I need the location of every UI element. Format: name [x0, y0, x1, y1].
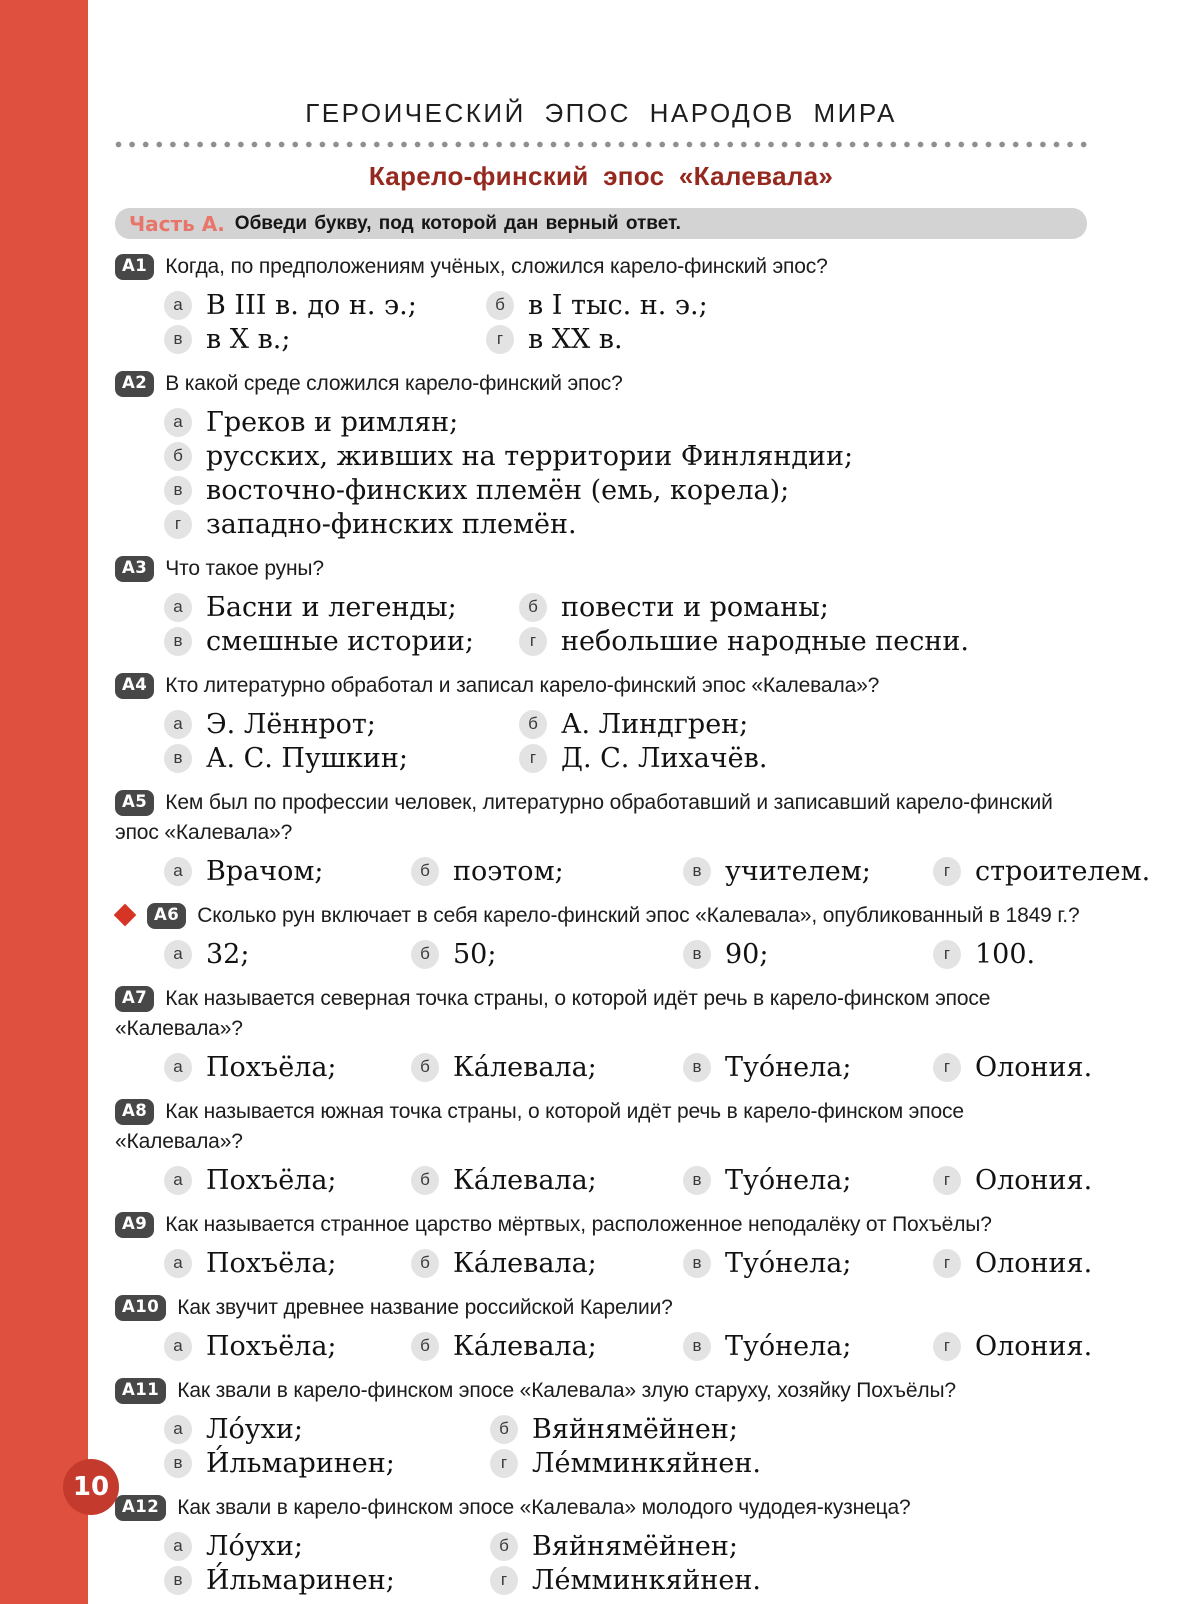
option-text: повести и романы;	[561, 591, 829, 623]
question-text: Как называется северная точка страны, о которой идёт речь в карело-финском эпосе «Калевала»?	[115, 987, 991, 1040]
option-text: в X в.;	[206, 323, 291, 355]
question-head	[115, 252, 1087, 282]
question-А1	[115, 252, 1087, 356]
option-text: Олония.	[975, 1330, 1093, 1362]
option-letter-chip[interactable]: г	[933, 1053, 961, 1082]
option-text: Туо́нела;	[725, 1330, 852, 1362]
option-А12-б[interactable]	[490, 1529, 1087, 1563]
question-А12	[115, 1493, 1087, 1597]
option-А3-б[interactable]	[519, 590, 1087, 624]
dotted-divider	[115, 141, 1087, 148]
option-А8-б[interactable]	[411, 1163, 683, 1197]
option-text: восточно-финских племён (емь, корела);	[206, 474, 790, 506]
option-text: в I тыс. н. э.;	[528, 289, 708, 321]
question-А9	[115, 1210, 1093, 1280]
option-А11-в[interactable]	[164, 1446, 490, 1480]
question-number-badge: А12	[115, 1495, 166, 1521]
page-content	[115, 0, 1151, 1597]
option-А10-в[interactable]	[683, 1329, 933, 1363]
question-А11	[115, 1376, 1087, 1480]
questions-list	[115, 252, 1151, 1597]
option-letter-chip[interactable]: г	[933, 1249, 961, 1278]
question-text: В какой среде сложился карело-финский эпос?	[165, 372, 623, 395]
option-letter-chip[interactable]: г	[486, 325, 514, 354]
question-А2	[115, 369, 1087, 541]
question-number-badge: А2	[115, 371, 154, 397]
option-А3-в[interactable]	[164, 624, 519, 658]
question-А7	[115, 984, 1093, 1084]
option-letter-chip[interactable]: в	[683, 1332, 711, 1361]
option-А3-а[interactable]	[164, 590, 519, 624]
option-text: Вяйнямёйнен;	[532, 1530, 738, 1562]
option-letter-chip[interactable]: в	[683, 1166, 711, 1195]
question-text: Кем был по профессии человек, литературно обработавший и записавший карело-финский эпос «Калевала»?	[115, 791, 1053, 844]
option-text: И́льмаринен;	[206, 1447, 395, 1479]
option-letter-chip[interactable]: б	[411, 1166, 439, 1195]
question-number-badge: А10	[115, 1295, 166, 1321]
option-А5-б[interactable]	[411, 854, 683, 888]
option-letter-chip[interactable]: б	[411, 940, 439, 969]
option-letter-chip[interactable]: б	[486, 291, 514, 320]
page-number: 10	[72, 1472, 110, 1502]
option-letter-chip[interactable]: в	[164, 744, 192, 773]
options	[164, 1163, 1093, 1197]
option-text: Врачом;	[206, 855, 324, 887]
option-letter-chip[interactable]: б	[490, 1532, 518, 1561]
option-letter-chip[interactable]: б	[164, 442, 192, 471]
option-А8-а[interactable]	[164, 1163, 411, 1197]
option-А4-г[interactable]	[519, 741, 1087, 775]
option-text: Д. С. Лихачёв.	[561, 742, 768, 774]
option-А5-в[interactable]	[683, 854, 933, 888]
option-А6-б[interactable]	[411, 937, 683, 971]
option-А5-г[interactable]	[933, 854, 1150, 888]
option-text: русских, живших на территории Финляндии;	[206, 440, 854, 472]
option-А2-б[interactable]	[164, 439, 1087, 473]
question-text: Сколько рун включает в себя карело-финский эпос «Калевала», опубликованный в 1849 г.?	[197, 904, 1080, 927]
option-letter-chip[interactable]: б	[519, 710, 547, 739]
option-text: Вяйнямёйнен;	[532, 1413, 738, 1445]
option-А7-а[interactable]	[164, 1050, 411, 1084]
option-letter-chip[interactable]: а	[164, 1415, 192, 1444]
option-А10-а[interactable]	[164, 1329, 411, 1363]
question-А3	[115, 554, 1087, 658]
option-А1-в[interactable]	[164, 322, 486, 356]
options	[164, 707, 1087, 775]
option-А8-в[interactable]	[683, 1163, 933, 1197]
option-А1-б[interactable]	[486, 288, 1087, 322]
option-text: Олония.	[975, 1247, 1093, 1279]
option-letter-chip[interactable]: б	[411, 857, 439, 886]
option-А11-а[interactable]	[164, 1412, 490, 1446]
option-letter-chip[interactable]: а	[164, 710, 192, 739]
page-number-badge	[63, 1459, 119, 1515]
option-letter-chip[interactable]: г	[519, 744, 547, 773]
option-text: Олония.	[975, 1164, 1093, 1196]
question-text: Как звали в карело-финском эпосе «Калевала» молодого чудодея-кузнеца?	[177, 1496, 911, 1519]
option-А11-г[interactable]	[490, 1446, 1087, 1480]
option-letter-chip[interactable]: г	[519, 627, 547, 656]
option-А10-г[interactable]	[933, 1329, 1092, 1363]
option-text: смешные истории;	[206, 625, 474, 657]
option-text: Ка́левала;	[453, 1164, 597, 1196]
option-letter-chip[interactable]: б	[519, 593, 547, 622]
option-letter-chip[interactable]: в	[164, 627, 192, 656]
option-letter-chip[interactable]: г	[490, 1566, 518, 1595]
option-letter-chip[interactable]: г	[933, 857, 961, 886]
option-text: Туо́нела;	[725, 1051, 852, 1083]
option-А9-а[interactable]	[164, 1246, 411, 1280]
option-text: 32;	[206, 938, 250, 970]
spine-bar	[0, 0, 88, 1604]
option-text: поэтом;	[453, 855, 564, 887]
option-text: Похъёла;	[206, 1051, 337, 1083]
option-А2-г[interactable]	[164, 507, 1087, 541]
option-text: небольшие народные песни.	[561, 625, 969, 657]
option-text: Туо́нела;	[725, 1247, 852, 1279]
option-А6-в[interactable]	[683, 937, 933, 971]
option-text: Ка́левала;	[453, 1330, 597, 1362]
question-head	[115, 1493, 1087, 1523]
question-text: Когда, по предположениям учёных, сложился карело-финский эпос?	[165, 255, 828, 278]
question-number-badge: А8	[115, 1099, 154, 1125]
option-А7-в[interactable]	[683, 1050, 933, 1084]
option-А3-г[interactable]	[519, 624, 1087, 658]
option-text: Ле́мминкяйнен.	[532, 1564, 761, 1596]
option-letter-chip[interactable]: г	[164, 510, 192, 539]
question-А5	[115, 788, 1151, 888]
option-letter-chip[interactable]: б	[490, 1415, 518, 1444]
question-head	[115, 554, 1087, 584]
question-number-badge: А6	[147, 903, 186, 929]
option-letter-chip[interactable]: а	[164, 1332, 192, 1361]
option-А1-а[interactable]	[164, 288, 486, 322]
option-letter-chip[interactable]: г	[933, 1332, 961, 1361]
option-А12-а[interactable]	[164, 1529, 490, 1563]
option-letter-chip[interactable]: б	[411, 1332, 439, 1361]
option-text: 100.	[975, 938, 1036, 970]
option-text: в XX в.	[528, 323, 623, 355]
question-А4	[115, 671, 1087, 775]
option-text: учителем;	[725, 855, 871, 887]
option-letter-chip[interactable]: в	[164, 1566, 192, 1595]
option-text: Туо́нела;	[725, 1164, 852, 1196]
question-А10	[115, 1293, 1093, 1363]
options	[164, 590, 1087, 658]
option-text: Басни и легенды;	[206, 591, 457, 623]
option-letter-chip[interactable]: в	[164, 476, 192, 505]
option-letter-chip[interactable]: а	[164, 1053, 192, 1082]
option-А2-в[interactable]	[164, 473, 1087, 507]
option-text: Олония.	[975, 1051, 1093, 1083]
question-head	[115, 1210, 1087, 1240]
part-instruction: Обведи букву, под которой дан верный ответ.	[234, 212, 681, 234]
question-number-badge: А9	[115, 1212, 154, 1238]
option-А5-а[interactable]	[164, 854, 411, 888]
chapter-title: ГЕРОИЧЕСКИЙ ЭПОС НАРОДОВ МИРА	[305, 98, 897, 128]
option-letter-chip[interactable]: а	[164, 857, 192, 886]
option-letter-chip[interactable]: а	[164, 593, 192, 622]
option-text: Похъёла;	[206, 1330, 337, 1362]
question-head	[115, 984, 1087, 1044]
option-А4-а[interactable]	[164, 707, 519, 741]
question-number-badge: А5	[115, 790, 154, 816]
option-А7-г[interactable]	[933, 1050, 1092, 1084]
option-letter-chip[interactable]: а	[164, 1166, 192, 1195]
question-head	[115, 1293, 1087, 1323]
option-А4-б[interactable]	[519, 707, 1087, 741]
option-text: Ло́ухи;	[206, 1530, 303, 1562]
question-head	[115, 788, 1087, 848]
option-text: Похъёла;	[206, 1247, 337, 1279]
option-А9-в[interactable]	[683, 1246, 933, 1280]
option-text: Греков и римлян;	[206, 406, 459, 438]
option-letter-chip[interactable]: в	[164, 1449, 192, 1478]
options	[164, 854, 1151, 888]
option-letter-chip[interactable]: в	[164, 325, 192, 354]
option-text: А. Линдгрен;	[561, 708, 749, 740]
section-title: Карело-финский эпос «Калевала»	[368, 161, 834, 191]
option-letter-chip[interactable]: б	[411, 1249, 439, 1278]
option-А8-г[interactable]	[933, 1163, 1092, 1197]
question-number-badge: А3	[115, 556, 154, 582]
option-letter-chip[interactable]: а	[164, 291, 192, 320]
option-А2-а[interactable]	[164, 405, 1087, 439]
option-text: 90;	[725, 938, 769, 970]
option-А9-б[interactable]	[411, 1246, 683, 1280]
option-letter-chip[interactable]: г	[933, 940, 961, 969]
option-text: Ка́левала;	[453, 1247, 597, 1279]
option-text: западно-финских племён.	[206, 508, 577, 540]
question-number-badge: А7	[115, 986, 154, 1012]
option-text: Ле́мминкяйнен.	[532, 1447, 761, 1479]
part-a-header-bar	[115, 208, 1087, 239]
option-letter-chip[interactable]: б	[411, 1053, 439, 1082]
options	[164, 1529, 1087, 1597]
options	[164, 1412, 1087, 1480]
question-head	[115, 1376, 1087, 1406]
option-А11-б[interactable]	[490, 1412, 1087, 1446]
option-А10-б[interactable]	[411, 1329, 683, 1363]
option-А12-в[interactable]	[164, 1563, 490, 1597]
option-А12-г[interactable]	[490, 1563, 1087, 1597]
question-number-badge: А4	[115, 673, 154, 699]
question-А8	[115, 1097, 1093, 1197]
option-letter-chip[interactable]: г	[933, 1166, 961, 1195]
option-letter-chip[interactable]: а	[164, 1532, 192, 1561]
question-text: Как звучит древнее название российской Карелии?	[177, 1296, 673, 1319]
question-number-badge: А11	[115, 1378, 166, 1404]
option-text: Ло́ухи;	[206, 1413, 303, 1445]
question-А6	[115, 901, 1087, 971]
option-letter-chip[interactable]: г	[490, 1449, 518, 1478]
option-text: Ка́левала;	[453, 1051, 597, 1083]
options	[164, 1246, 1093, 1280]
option-letter-chip[interactable]: а	[164, 408, 192, 437]
option-letter-chip[interactable]: в	[683, 1053, 711, 1082]
options	[164, 937, 1087, 971]
question-number-badge: А1	[115, 254, 154, 280]
option-А9-г[interactable]	[933, 1246, 1092, 1280]
option-letter-chip[interactable]: в	[683, 857, 711, 886]
question-text: Как звали в карело-финском эпосе «Калевала» злую старуху, хозяйку Похъёлы?	[177, 1379, 956, 1402]
option-letter-chip[interactable]: а	[164, 1249, 192, 1278]
question-text: Что такое руны?	[165, 557, 324, 580]
option-text: И́льмаринен;	[206, 1564, 395, 1596]
option-text: А. С. Пушкин;	[206, 742, 408, 774]
option-text: строителем.	[975, 855, 1151, 887]
option-А7-б[interactable]	[411, 1050, 683, 1084]
option-text: В III в. до н. э.;	[206, 289, 417, 321]
option-text: 50;	[453, 938, 497, 970]
option-А1-г[interactable]	[486, 322, 1087, 356]
options	[164, 288, 1087, 356]
option-letter-chip[interactable]: в	[683, 940, 711, 969]
question-head	[115, 901, 1087, 931]
options	[164, 1329, 1093, 1363]
option-letter-chip[interactable]: а	[164, 940, 192, 969]
question-text: Как называется южная точка страны, о которой идёт речь в карело-финском эпосе «Калевала»?	[115, 1100, 964, 1153]
option-А4-в[interactable]	[164, 741, 519, 775]
options	[164, 405, 1087, 541]
part-label: Часть А.	[129, 211, 225, 236]
option-А6-г[interactable]	[933, 937, 1087, 971]
question-head	[115, 1097, 1087, 1157]
question-head	[115, 369, 1087, 399]
options	[164, 1050, 1093, 1084]
difficulty-diamond-icon	[114, 904, 137, 927]
question-text: Кто литературно обработал и записал карело-финский эпос «Калевала»?	[165, 674, 880, 697]
option-text: Похъёла;	[206, 1164, 337, 1196]
option-А6-а[interactable]	[164, 937, 411, 971]
question-text: Как называется странное царство мёртвых, расположенное неподалёку от Похъёлы?	[165, 1213, 992, 1236]
option-letter-chip[interactable]: в	[683, 1249, 711, 1278]
question-head	[115, 671, 1087, 701]
option-text: Э. Лённрот;	[206, 708, 376, 740]
